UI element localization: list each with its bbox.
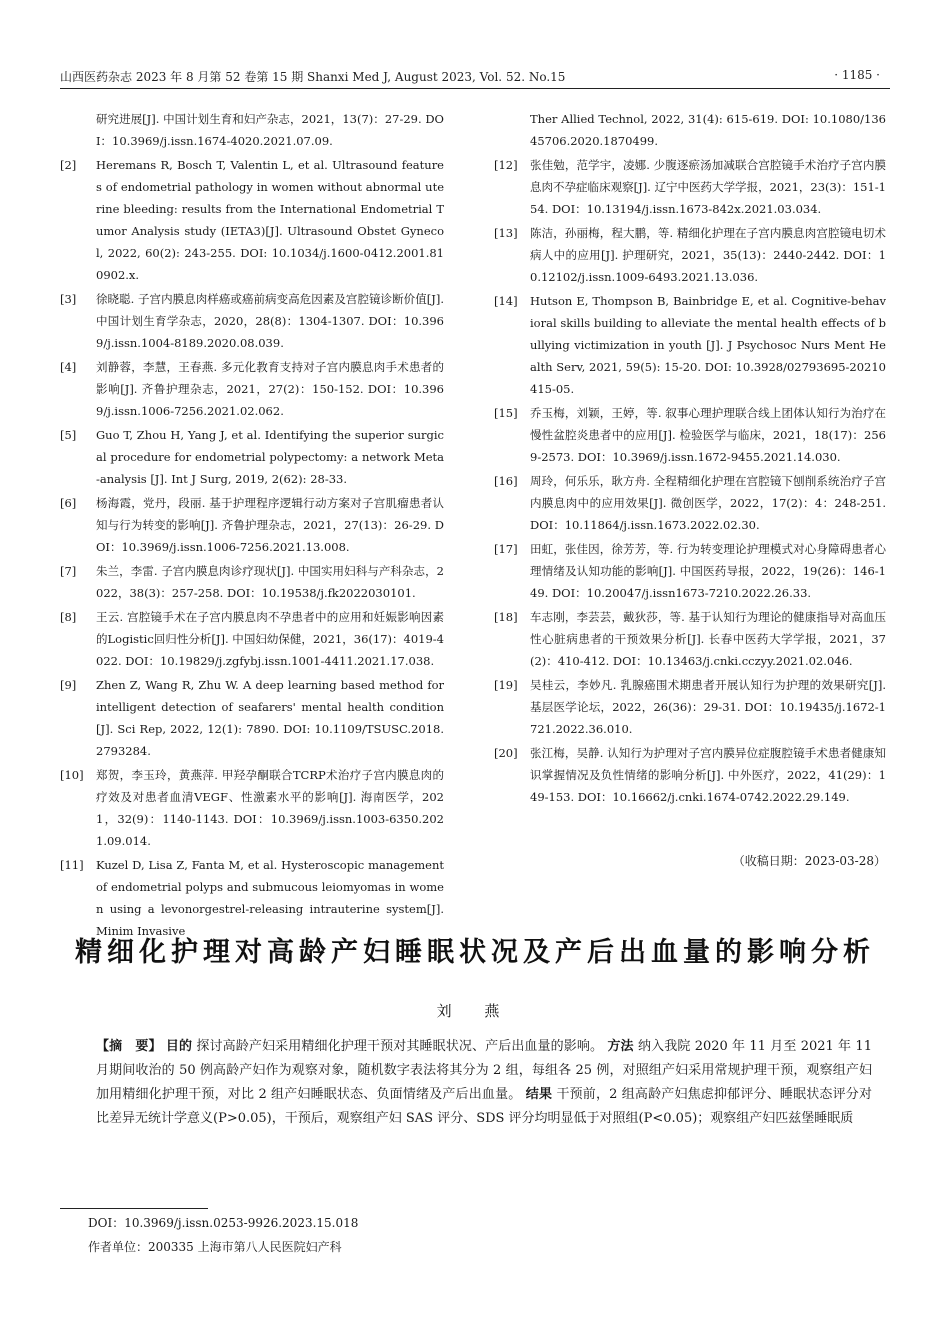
- page-number: · 1185 ·: [834, 68, 880, 82]
- reference-item: [15] 乔玉梅，刘颖，王婷，等. 叙事心理护理联合线上团体认知行为治疗在慢性盆腔炎患者中的应用[J]. 检验医学与临床，2021，18(17)：2569-2573. DOI：10.3969/j.issn.1672-9455.2021.14.030.: [494, 406, 886, 464]
- reference-item: [17] 田虹，张佳因，徐芳芳，等. 行为转变理论护理模式对心身障碍患者心理情绪及认知功能的影响[J]. 中国医药导报，2022，19(26)：146-149. DOI：10.20047/j.issn1673-7210.2022.26.33.: [494, 542, 886, 600]
- article-author: 刘 燕: [436, 1002, 514, 1020]
- references-left-column: [60, 108, 444, 944]
- reference-item: [2] Heremans R, Bosch T, Valentin L, et al. Ultrasound features of endometrial pathology in women without abnormal uterine bleeding: results from the International Endometrial Tumor Analysis study (IETA3)[J]. Ultrasound Obstet Gynecol, 2022, 60(2): 243-255. DOI: 10.1034/j.1600-0412.2001.810902.x.: [60, 158, 444, 282]
- methods-label: 方法: [607, 1039, 634, 1054]
- reference-item: [18] 车志刚，李芸芸，戴狄莎，等. 基于认知行为理论的健康指导对高血压性心脏病患者的干预效果分析[J]. 长春中医药大学学报，2021，37(2)：410-412. DOI：10.13463/j.cnki.cczyy.2021.02.046.: [494, 610, 886, 668]
- header-rule: [60, 88, 890, 89]
- footnote-affiliation: 作者单位：200335 上海市第八人民医院妇产科: [88, 1240, 342, 1254]
- reference-item: 研究进展[J]. 中国计划生育和妇产杂志，2021，13(7)：27-29. DOI：10.3969/j.issn.1674-4020.2021.07.09.: [96, 112, 444, 148]
- references-right-column: [494, 108, 886, 810]
- article-title: 精细化护理对高龄产妇睡眠状况及产后出血量的影响分析: [75, 937, 875, 968]
- reference-item: [8] 王云. 宫腔镜手术在子宫内膜息肉不孕患者中的应用和妊娠影响因素的Logistic回归性分析[J]. 中国妇幼保健，2021，36(17)：4019-4022. DOI：10.19829/j.zgfybj.issn.1001-4411.2021.17.038.: [60, 610, 444, 668]
- reference-item: [7] 朱兰，李雷. 子宫内膜息肉诊疗现状[J]. 中国实用妇科与产科杂志，2022，38(3)：257-258. DOI：10.19538/j.fk2022030101.: [60, 564, 444, 600]
- objective-label: 目的: [165, 1039, 193, 1054]
- reference-item: [5] Guo T, Zhou H, Yang J, et al. Identifying the superior surgical procedure for endometrial polypectomy: a network Meta-analysis [J]. Int J Surg, 2019, 2(62): 28-33.: [60, 428, 444, 486]
- received-date: （收稿日期：2023-03-28）: [732, 854, 886, 868]
- reference-item: [6] 杨海霞，党丹，段丽. 基于护理程序逻辑行动方案对子宫肌瘤患者认知与行为转变的影响[J]. 齐鲁护理杂志，2021，27(13)：26-29. DOI：10.3969/j.issn.1006-7256.2021.13.008.: [60, 496, 444, 554]
- reference-item: [9] Zhen Z, Wang R, Zhu W. A deep learning based method for intelligent detection of seafarers' mental health condition[J]. Sci Rep, 2022, 12(1): 7890. DOI: 10.1109/TSUSC.2018.2793284.: [60, 678, 444, 758]
- reference-item: [19] 吴桂云，李妙凡. 乳腺癌围术期患者开展认知行为护理的效果研究[J]. 基层医学论坛，2022，26(36)：29-31. DOI：10.19435/j.1672-1721.2022.36.010.: [494, 678, 886, 736]
- footnote-doi: DOI：10.3969/j.issn.0253-9926.2023.15.018: [88, 1216, 359, 1230]
- methods-text: 纳入我院 2020 年 11 月至 2021 年 11 月期间收治的 50 例高龄产妇作为观察对象，随机数字表法将其分为 2 组，每组各 25 例，对照组产妇采用常规护理干预，观察组产妇加用精细化护理干预，对比 2 组产妇睡眠状态、负面情绪及产后出血量。: [96, 1039, 872, 1102]
- results-text: 干预前，2 组高龄产妇焦虑抑郁评分、睡眠状态评分对比差异无统计学意义(P>0.05)，干预后，观察组产妇 SAS 评分、SDS 评分均明显低于对照组(P<0.05)；观察组产妇匹兹堡睡眠质: [96, 1087, 872, 1126]
- reference-item: [16] 周玲，何乐乐，耿方舟. 全程精细化护理在宫腔镜下刨削系统治疗子宫内膜息肉中的应用效果[J]. 微创医学，2022，17(2)：4：248-251. DOI：10.11864/j.issn.1673.2022.02.30.: [494, 474, 886, 532]
- footnote-rule: [60, 1208, 208, 1209]
- abstract: [96, 1035, 872, 1131]
- reference-item: [14] Hutson E, Thompson B, Bainbridge E, et al. Cognitive-behavioral skills building to alleviate the mental health effects of bullying victimization in youth [J]. J Psychosoc Nurs Ment Health Serv, 2021, 59(5): 15-20. DOI: 10.3928/02793695-20210415-05.: [494, 294, 886, 396]
- abstract-label: 【摘 要】: [96, 1039, 162, 1054]
- reference-item: Ther Allied Technol, 2022, 31(4): 615-619. DOI: 10.1080/13645706.2020.1870499.: [530, 112, 886, 148]
- reference-item: [20] 张江梅，吴静. 认知行为护理对子宫内膜异位症腹腔镜手术患者健康知识掌握情况及负性情绪的影响分析[J]. 中外医疗，2022，41(29)：149-153. DOI：10.16662/j.cnki.1674-0742.2022.29.149.: [494, 746, 886, 804]
- reference-item: [3] 徐晓聪. 子宫内膜息肉样癌或癌前病变高危因素及宫腔镜诊断价值[J]. 中国计划生育学杂志，2020，28(8)：1304-1307. DOI：10.3969/j.issn.1004-8189.2020.08.039.: [60, 292, 444, 350]
- reference-item: [10] 郑贺，李玉玲，黄燕萍. 甲羟孕酮联合TCRP术治疗子宫内膜息肉的疗效及对患者血清VEGF、性激素水平的影响[J]. 海南医学，2021，32(9)：1140-1143. DOI：10.3969/j.issn.1003-6350.2021.09.014.: [60, 768, 444, 848]
- reference-item: [4] 刘静蓉，李慧，王春燕. 多元化教育支持对子宫内膜息肉手术患者的影响[J]. 齐鲁护理杂志，2021，27(2)：150-152. DOI：10.3969/j.issn.1006-7256.2021.02.062.: [60, 360, 444, 418]
- results-label: 结果: [525, 1087, 553, 1102]
- running-header: 山西医药杂志 2023 年 8 月第 52 卷第 15 期 Shanxi Med J, August 2023, Vol. 52. No.15: [60, 70, 566, 84]
- reference-item: [12] 张佳勉，范学宇，凌娜. 少腹逐瘀汤加减联合宫腔镜手术治疗子宫内膜息肉不孕症临床观察[J]. 辽宁中医药大学学报，2021，23(3)：151-154. DOI：10.13194/j.issn.1673-842x.2021.03.034.: [494, 158, 886, 216]
- reference-item: [13] 陈洁，孙丽梅，程大鹏，等. 精细化护理在子宫内膜息肉宫腔镜电切术病人中的应用[J]. 护理研究，2021，35(13)：2440-2442. DOI：10.12102/j.issn.1009-6493.2021.13.036.: [494, 226, 886, 284]
- reference-item: [11] Kuzel D, Lisa Z, Fanta M, et al. Hysteroscopic management of endometrial polyps and submucous leiomyomas in women using a levonorgestrel-releasing intrauterine system[J]. Minim Invasive: [60, 858, 444, 938]
- objective-text: 探讨高龄产妇采用精细化护理干预对其睡眠状况、产后出血量的影响。: [196, 1039, 604, 1054]
